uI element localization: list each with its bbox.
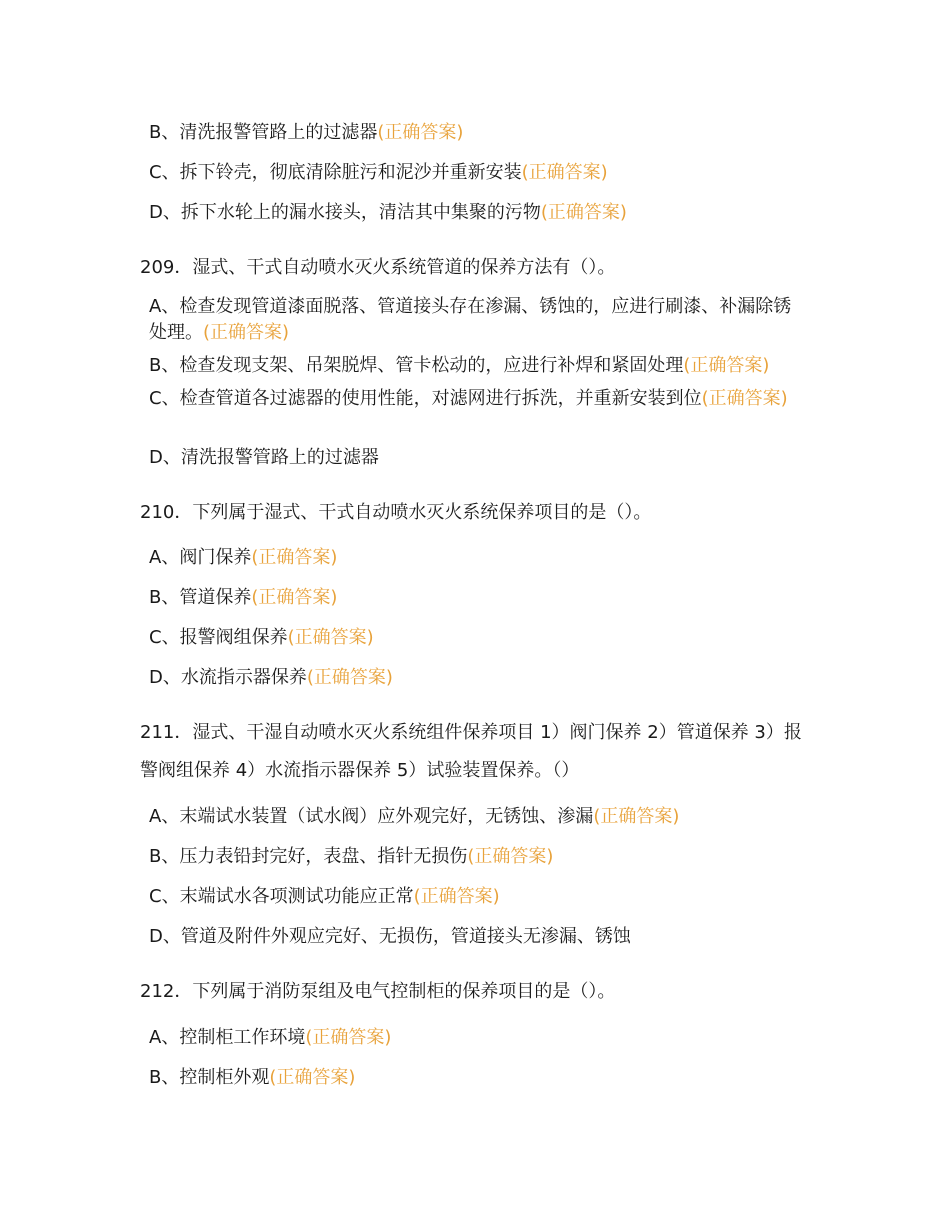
- correct-answer-tag: (正确答案): [287, 627, 374, 648]
- question-stem: 209．湿式、干式自动喷水灭火系统管道的保养方法有（）。: [140, 257, 616, 278]
- option-d: D、管道及附件外观应完好、无损伤，管道接头无渗漏、锈蚀: [149, 926, 631, 947]
- option-a: A、检查发现管道漆面脱落、管道接头存在渗漏、锈蚀的，应进行刷漆、补漏除锈处理。(正确答案): [149, 296, 792, 343]
- option-a: A、阀门保养(正确答案): [149, 547, 338, 568]
- option-d: D、清洗报警管路上的过滤器: [149, 447, 379, 468]
- question-stem: 211．湿式、干湿自动喷水灭火系统组件保养项目 1）阀门保养 2）管道保养 3）报警阀组保养 4）水流指示器保养 5）试验装置保养。（）: [140, 722, 802, 781]
- correct-answer-tag: (正确答案): [305, 1027, 392, 1048]
- option-b: B、控制柜外观(正确答案): [149, 1067, 356, 1088]
- correct-answer-tag: (正确答案): [521, 162, 608, 183]
- correct-answer-tag: (正确答案): [251, 587, 338, 608]
- correct-answer-tag: (正确答案): [203, 322, 290, 343]
- option-d: D、水流指示器保养(正确答案): [149, 667, 393, 688]
- option-a: A、末端试水装置（试水阀）应外观完好，无锈蚀、渗漏(正确答案): [149, 806, 680, 827]
- option-b: B、压力表铅封完好，表盘、指针无损伤(正确答案): [149, 846, 554, 867]
- option-d: D、拆下水轮上的漏水接头，清洁其中集聚的污物(正确答案): [149, 202, 627, 223]
- correct-answer-tag: (正确答案): [683, 355, 770, 376]
- correct-answer-tag: (正确答案): [467, 846, 554, 867]
- option-c: C、检查管道各过滤器的使用性能，对滤网进行拆洗，并重新安装到位(正确答案): [149, 388, 788, 409]
- option-b: B、清洗报警管路上的过滤器(正确答案): [149, 122, 464, 143]
- question-stem: 212．下列属于消防泵组及电气控制柜的保养项目的是（）。: [140, 981, 616, 1002]
- option-c: C、拆下铃壳，彻底清除脏污和泥沙并重新安装(正确答案): [149, 162, 608, 183]
- correct-answer-tag: (正确答案): [306, 667, 393, 688]
- option-a: A、控制柜工作环境(正确答案): [149, 1027, 392, 1048]
- correct-answer-tag: (正确答案): [701, 388, 788, 409]
- correct-answer-tag: (正确答案): [251, 547, 338, 568]
- correct-answer-tag: (正确答案): [540, 202, 627, 223]
- correct-answer-tag: (正确答案): [269, 1067, 356, 1088]
- option-b: B、检查发现支架、吊架脱焊、管卡松动的，应进行补焊和紧固处理(正确答案): [149, 355, 770, 376]
- question-stem: 210．下列属于湿式、干式自动喷水灭火系统保养项目的是（）。: [140, 502, 652, 523]
- option-b: B、管道保养(正确答案): [149, 587, 338, 608]
- option-c: C、末端试水各项测试功能应正常(正确答案): [149, 886, 500, 907]
- correct-answer-tag: (正确答案): [377, 122, 464, 143]
- correct-answer-tag: (正确答案): [413, 886, 500, 907]
- correct-answer-tag: (正确答案): [593, 806, 680, 827]
- option-c: C、报警阀组保养(正确答案): [149, 627, 374, 648]
